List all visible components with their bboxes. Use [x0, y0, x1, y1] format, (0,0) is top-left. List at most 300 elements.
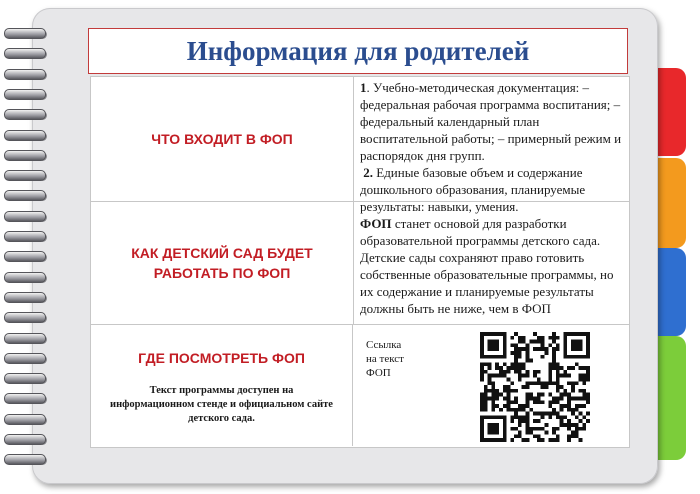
qr-module: [575, 427, 579, 431]
qr-module: [586, 347, 590, 351]
qr-module: [488, 423, 492, 427]
qr-module: [480, 343, 484, 347]
qr-module: [514, 412, 518, 416]
qr-module: [556, 362, 560, 366]
qr-module: [582, 393, 586, 397]
qr-module: [560, 385, 564, 389]
qr-module: [480, 415, 484, 419]
qr-module: [514, 343, 518, 347]
qr-module: [556, 434, 560, 438]
qr-module: [526, 359, 530, 363]
qr-module: [526, 343, 530, 347]
ring-wire: [4, 333, 46, 344]
qr-module: [567, 400, 571, 404]
qr-module: [484, 415, 488, 419]
qr-module: [548, 343, 552, 347]
spiral-ring: [4, 310, 52, 325]
table-row: [91, 324, 629, 446]
qr-module: [552, 336, 556, 340]
link-label-line: Ссылка: [366, 339, 402, 351]
qr-module: [514, 434, 518, 438]
qr-module: [541, 393, 545, 397]
spiral-ring: [4, 331, 52, 346]
table-row: [91, 201, 629, 325]
row-heading: ГДЕ ПОСМОТРЕТЬ ФОП: [138, 350, 305, 366]
qr-module: [518, 431, 522, 435]
qr-module: [514, 389, 518, 393]
qr-module: [484, 408, 488, 412]
qr-module: [556, 396, 560, 400]
qr-module: [579, 332, 583, 336]
qr-module: [571, 340, 575, 344]
qr-module: [586, 332, 590, 336]
qr-module: [541, 427, 545, 431]
qr-module: [526, 415, 530, 419]
qr-module: [533, 434, 537, 438]
qr-module: [499, 438, 503, 442]
qr-module: [575, 343, 579, 347]
qr-module: [503, 389, 507, 393]
qr-module: [556, 400, 560, 404]
qr-module: [571, 396, 575, 400]
qr-module: [480, 347, 484, 351]
item-text: . Учебно-методическая документация: – федеральная рабочая программа воспитания; – федеральный календарный план воспитательной работы; – примерный режим и распорядок дня групп.: [360, 80, 622, 163]
qr-module: [491, 400, 495, 404]
qr-module: [514, 355, 518, 359]
ring-wire: [4, 454, 46, 465]
qr-module: [575, 423, 579, 427]
qr-module: [552, 351, 556, 355]
qr-module: [491, 396, 495, 400]
qr-module: [537, 336, 541, 340]
qr-module: [563, 423, 567, 427]
qr-module: [556, 374, 560, 378]
qr-module: [571, 347, 575, 351]
qr-module: [526, 427, 530, 431]
qr-module: [499, 370, 503, 374]
qr-module: [495, 343, 499, 347]
qr-module: [518, 370, 522, 374]
qr-module: [480, 336, 484, 340]
qr-module: [571, 366, 575, 370]
qr-module: [544, 412, 548, 416]
qr-module: [529, 340, 533, 344]
spiral-ring: [4, 391, 52, 406]
qr-module: [560, 366, 564, 370]
spiral-ring: [4, 209, 52, 224]
qr-module: [526, 370, 530, 374]
qr-module: [556, 412, 560, 416]
qr-module: [526, 347, 530, 351]
qr-module: [541, 340, 545, 344]
qr-module: [480, 393, 484, 397]
ring-wire: [4, 414, 46, 425]
qr-module: [503, 419, 507, 423]
qr-module: [533, 427, 537, 431]
qr-module: [499, 355, 503, 359]
qr-module: [491, 415, 495, 419]
qr-module: [582, 355, 586, 359]
qr-module: [579, 404, 583, 408]
qr-module: [510, 419, 514, 423]
spiral-ring: [4, 107, 52, 122]
qr-module: [522, 366, 526, 370]
qr-module: [552, 355, 556, 359]
qr-module: [556, 381, 560, 385]
qr-module: [563, 393, 567, 397]
qr-module: [575, 332, 579, 336]
spiral-ring: [4, 67, 52, 82]
qr-module: [567, 438, 571, 442]
qr-module: [495, 362, 499, 366]
qr-module: [514, 347, 518, 351]
qr-module: [563, 374, 567, 378]
qr-module: [480, 396, 484, 400]
qr-module: [522, 374, 526, 378]
qr-module: [579, 347, 583, 351]
qr-module: [556, 336, 560, 340]
qr-module: [518, 419, 522, 423]
qr-module: [582, 427, 586, 431]
qr-module: [510, 362, 514, 366]
qr-module: [560, 396, 564, 400]
qr-module: [480, 332, 484, 336]
qr-module: [510, 438, 514, 442]
ring-wire: [4, 190, 46, 201]
qr-module: [586, 412, 590, 416]
qr-module: [575, 347, 579, 351]
qr-module: [575, 355, 579, 359]
qr-module: [556, 366, 560, 370]
qr-module: [503, 340, 507, 344]
qr-module: [548, 412, 552, 416]
qr-module: [552, 400, 556, 404]
qr-module: [541, 336, 545, 340]
qr-module: [567, 393, 571, 397]
qr-module: [503, 427, 507, 431]
qr-module: [582, 381, 586, 385]
qr-module: [563, 351, 567, 355]
qr-module: [495, 340, 499, 344]
item-number: 1: [360, 80, 367, 95]
qr-module: [484, 355, 488, 359]
qr-module: [503, 431, 507, 435]
ring-wire: [4, 130, 46, 141]
qr-module: [552, 362, 556, 366]
qr-module: [548, 393, 552, 397]
qr-module: [537, 347, 541, 351]
row-content-cell: [354, 324, 629, 446]
qr-module: [548, 378, 552, 382]
qr-module: [495, 355, 499, 359]
qr-module: [518, 434, 522, 438]
spiral-ring: [4, 128, 52, 143]
qr-module: [518, 355, 522, 359]
item-number: 2.: [363, 165, 373, 180]
qr-module: [571, 332, 575, 336]
qr-module: [548, 366, 552, 370]
ring-wire: [4, 231, 46, 242]
ring-wire: [4, 48, 46, 59]
qr-module: [518, 378, 522, 382]
qr-module: [499, 374, 503, 378]
qr-module: [503, 351, 507, 355]
qr-module: [484, 370, 488, 374]
qr-module: [480, 431, 484, 435]
qr-module: [582, 423, 586, 427]
qr-module: [533, 412, 537, 416]
qr-module: [548, 362, 552, 366]
qr-module: [579, 355, 583, 359]
info-table: [90, 76, 630, 448]
qr-module: [488, 347, 492, 351]
qr-module: [514, 370, 518, 374]
qr-module: [586, 419, 590, 423]
ring-wire: [4, 292, 46, 303]
qr-module: [507, 404, 511, 408]
qr-module: [575, 408, 579, 412]
qr-module: [579, 343, 583, 347]
qr-module: [488, 378, 492, 382]
qr-module: [552, 438, 556, 442]
qr-module: [563, 355, 567, 359]
qr-module: [484, 400, 488, 404]
qr-module: [480, 355, 484, 359]
qr-module: [575, 362, 579, 366]
qr-module: [575, 381, 579, 385]
qr-module: [571, 381, 575, 385]
qr-module: [526, 351, 530, 355]
qr-module: [510, 336, 514, 340]
qr-module: [533, 400, 537, 404]
qr-module: [488, 427, 492, 431]
qr-module: [529, 393, 533, 397]
qr-module: [586, 396, 590, 400]
qr-module: [575, 404, 579, 408]
qr-module: [529, 381, 533, 385]
qr-module: [552, 396, 556, 400]
qr-module: [480, 378, 484, 382]
qr-module: [518, 351, 522, 355]
qr-module: [518, 347, 522, 351]
qr-module: [533, 396, 537, 400]
qr-module: [522, 438, 526, 442]
row-heading-cell: [91, 77, 354, 201]
qr-module: [480, 419, 484, 423]
title-box: [88, 28, 628, 74]
qr-module: [537, 370, 541, 374]
qr-module: [571, 385, 575, 389]
qr-module: [552, 427, 556, 431]
qr-module: [480, 366, 484, 370]
qr-module: [507, 366, 511, 370]
qr-module: [488, 389, 492, 393]
qr-module: [514, 408, 518, 412]
qr-module: [579, 374, 583, 378]
ring-wire: [4, 150, 46, 161]
qr-module: [533, 419, 537, 423]
ring-wire: [4, 251, 46, 262]
qr-module: [491, 332, 495, 336]
ring-wire: [4, 393, 46, 404]
qr-module: [484, 393, 488, 397]
qr-module: [526, 385, 530, 389]
qr-module: [514, 351, 518, 355]
qr-module: [518, 374, 522, 378]
qr-module: [491, 385, 495, 389]
qr-module: [541, 381, 545, 385]
qr-module: [518, 415, 522, 419]
qr-module: [507, 378, 511, 382]
qr-module: [526, 355, 530, 359]
qr-module: [495, 374, 499, 378]
qr-module: [556, 415, 560, 419]
ring-wire: [4, 89, 46, 100]
spiral-ring: [4, 351, 52, 366]
qr-module: [480, 400, 484, 404]
qr-module: [582, 366, 586, 370]
row-heading-cell: [91, 324, 353, 446]
qr-module: [533, 347, 537, 351]
content-text: станет основой для разработки образовательной программы детского сада. Детские сады сохраняют право готовить собственные образовательные программы, но их содержание и планируемые результаты должны быть не ниже, чем в ФОП: [360, 216, 614, 316]
link-label-line: ФОП: [366, 367, 391, 379]
qr-module: [491, 431, 495, 435]
qr-module: [518, 340, 522, 344]
qr-module: [491, 389, 495, 393]
qr-module: [571, 408, 575, 412]
qr-module: [499, 393, 503, 397]
qr-module: [495, 396, 499, 400]
qr-module: [544, 385, 548, 389]
qr-module: [586, 374, 590, 378]
qr-module: [544, 347, 548, 351]
qr-module: [503, 332, 507, 336]
qr-module: [510, 408, 514, 412]
qr-module: [579, 378, 583, 382]
qr-module: [541, 347, 545, 351]
qr-module: [563, 343, 567, 347]
row-content-cell: [354, 201, 629, 324]
qr-module: [586, 370, 590, 374]
qr-module: [548, 404, 552, 408]
qr-module: [491, 374, 495, 378]
qr-module: [507, 393, 511, 397]
qr-module: [552, 340, 556, 344]
qr-module: [488, 343, 492, 347]
qr-module: [582, 374, 586, 378]
qr-code-icon[interactable]: [480, 332, 590, 442]
row-content: [354, 77, 629, 215]
qr-module: [552, 332, 556, 336]
qr-module: [556, 427, 560, 431]
qr-module: [488, 438, 492, 442]
spiral-ring: [4, 46, 52, 61]
spiral-ring: [4, 452, 52, 467]
qr-module: [579, 396, 583, 400]
qr-module: [575, 396, 579, 400]
qr-module: [507, 408, 511, 412]
link-label: [366, 338, 426, 380]
qr-module: [526, 423, 530, 427]
qr-module: [510, 351, 514, 355]
qr-module: [484, 404, 488, 408]
qr-module: [514, 427, 518, 431]
spiral-ring: [4, 87, 52, 102]
qr-module: [495, 389, 499, 393]
qr-module: [484, 332, 488, 336]
qr-module: [548, 415, 552, 419]
qr-module: [537, 340, 541, 344]
ring-wire: [4, 109, 46, 120]
spiral-ring: [4, 290, 52, 305]
qr-module: [522, 404, 526, 408]
qr-module: [503, 336, 507, 340]
qr-module: [575, 415, 579, 419]
qr-module: [480, 351, 484, 355]
qr-module: [503, 370, 507, 374]
qr-module: [533, 332, 537, 336]
qr-module: [579, 427, 583, 431]
qr-module: [567, 355, 571, 359]
qr-module: [480, 408, 484, 412]
qr-module: [537, 412, 541, 416]
qr-module: [526, 431, 530, 435]
qr-module: [552, 359, 556, 363]
spiral-ring: [4, 229, 52, 244]
qr-module: [556, 389, 560, 393]
qr-module: [514, 359, 518, 363]
qr-module: [503, 374, 507, 378]
qr-module: [526, 374, 530, 378]
qr-module: [579, 419, 583, 423]
qr-module: [556, 343, 560, 347]
ring-wire: [4, 353, 46, 364]
row-heading-cell: [91, 201, 354, 324]
qr-module: [510, 343, 514, 347]
qr-module: [499, 415, 503, 419]
row-heading-line: РАБОТАТЬ ПО ФОП: [153, 264, 291, 281]
ring-wire: [4, 170, 46, 181]
qr-module: [537, 393, 541, 397]
qr-module: [491, 404, 495, 408]
qr-module: [522, 415, 526, 419]
qr-module: [495, 393, 499, 397]
ring-wire: [4, 312, 46, 323]
qr-module: [582, 332, 586, 336]
qr-module: [563, 404, 567, 408]
spiral-ring: [4, 371, 52, 386]
qr-module: [480, 340, 484, 344]
qr-module: [503, 343, 507, 347]
qr-module: [537, 427, 541, 431]
qr-module: [503, 362, 507, 366]
qr-module: [488, 366, 492, 370]
qr-module: [518, 362, 522, 366]
qr-module: [484, 396, 488, 400]
qr-module: [571, 412, 575, 416]
qr-module: [571, 389, 575, 393]
qr-module: [571, 423, 575, 427]
qr-module: [567, 434, 571, 438]
qr-module: [507, 385, 511, 389]
qr-module: [579, 412, 583, 416]
ring-wire: [4, 272, 46, 283]
qr-module: [582, 404, 586, 408]
qr-module: [537, 381, 541, 385]
qr-module: [544, 423, 548, 427]
row-content-cell: [354, 77, 629, 214]
qr-module: [567, 366, 571, 370]
